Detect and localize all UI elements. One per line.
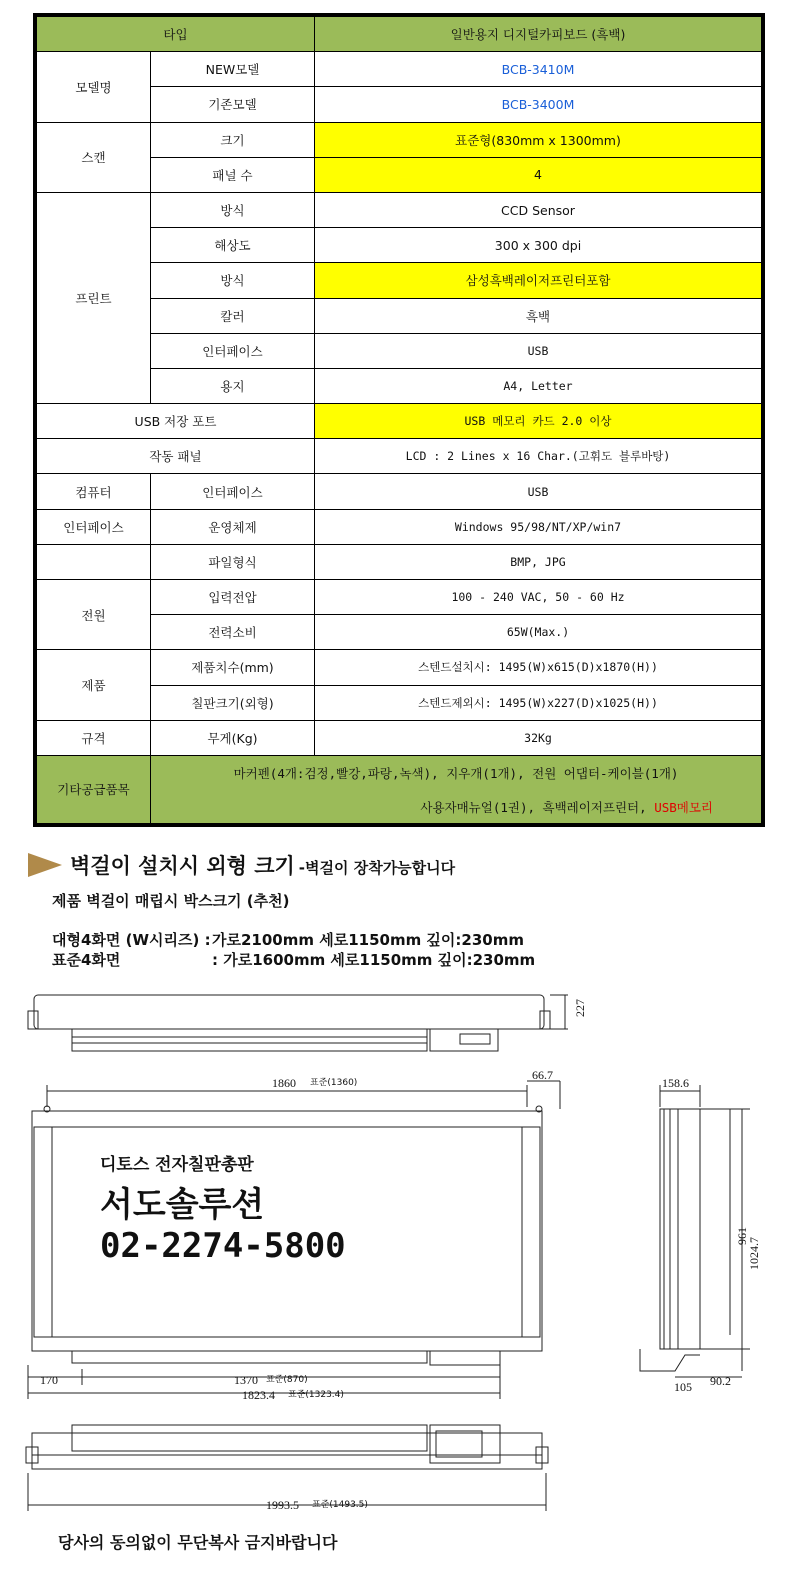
table-row [37,650,762,685]
standard-value: : 가로1600mm 세로1150mm 깊이:230mm [212,951,536,969]
dim-1860-std: 표준(1360) [310,1078,358,1088]
table-row [37,544,762,579]
resolution-label: 해상도 [151,228,315,263]
color-value: 흑백 [315,298,762,333]
misc-value [151,755,762,823]
dim-top-depth: 227 [573,999,587,1017]
misc-row [37,755,762,823]
type-value: 일반용지 디지털카피보드 (흑백) [315,17,762,52]
table-row [37,580,762,615]
large-label: 대형4화면 (W시리즈) : [52,931,211,949]
large-value: 가로2100mm 세로1150mm 깊이:230mm [212,931,524,949]
table-header-row [37,17,762,52]
dim-1993: 1993.5 [266,1498,299,1512]
table-row [37,122,762,157]
top-view-right-cap [540,1011,550,1029]
voltage-label: 입력전압 [151,580,315,615]
type-label: 타입 [37,17,315,52]
dim-170: 170 [40,1373,58,1387]
dim-1860: 1860 [272,1076,296,1090]
misc-label: 기타공급품목 [37,755,151,823]
usb-label: USB 저장 포트 [37,404,315,439]
computer-group-label-2: 인터페이스 [37,509,151,544]
dim-961: 961 [735,1227,749,1245]
product-dim-value: 스텐드설치시: 1495(W)x615(D)x1870(H)) [315,650,762,685]
weight-label: 무게(Kg) [151,720,315,755]
bottom-view-tray [72,1425,427,1451]
dealer-phone: 02-2274-5800 [100,1226,346,1266]
dim-1993-std: 표준(1493.5) [312,1500,368,1510]
method1-value: CCD Sensor [315,192,762,227]
wall-section [28,848,768,882]
old-model-value: BCB-3400M [315,87,762,122]
computer-group-label-1: 컴퓨터 [37,474,151,509]
top-view-panel [430,1029,498,1051]
voltage-value: 100 - 240 VAC, 50 - 60 Hz [315,580,762,615]
top-view-body [34,995,544,1029]
print-iface-label: 인터페이스 [151,333,315,368]
new-model-label: NEW모델 [151,52,315,87]
pc-iface-label: 인터페이스 [151,474,315,509]
consumption-value: 65W(Max.) [315,615,762,650]
os-value: Windows 95/98/NT/XP/win7 [315,509,762,544]
top-view-left-cap [28,1011,38,1029]
table-row [37,720,762,755]
dealer-overlay [100,1150,346,1266]
standard-label: 표준4화면 [52,951,121,969]
misc-line2-prefix: 사용자매뉴얼(1권), 흑백레이저프린터, [420,799,655,815]
large-dim-row [52,929,524,950]
table-row [37,439,762,474]
panel-value: 4 [315,157,762,192]
print-group-label: 프린트 [37,192,151,403]
product-dim-label: 제품치수(mm) [151,650,315,685]
standard-dim-row [52,949,535,970]
table-row [37,474,762,509]
dim-105: 105 [674,1380,692,1394]
usb-memory-highlight: USB메모리 [654,799,713,815]
spec-table [36,16,762,824]
paper-label: 용지 [151,368,315,403]
method2-label: 방식 [151,263,315,298]
product-group-label: 제품 [37,650,151,720]
resolution-value: 300 x 300 dpi [315,228,762,263]
print-iface-value: USB [315,333,762,368]
table-row [37,52,762,87]
paper-value: A4, Letter [315,368,762,403]
model-group-label: 모델명 [37,52,151,122]
size-value: 표준형(830mm x 1300mm) [315,122,762,157]
method1-label: 방식 [151,192,315,227]
wall-heading-sub: -벽걸이 장착가능합니다 [298,858,456,877]
dim-1370: 1370 [234,1373,258,1387]
dim-158: 158.6 [662,1076,689,1090]
size-label: 크기 [151,122,315,157]
file-label: 파일형식 [151,544,315,579]
dim-90: 90.2 [710,1374,731,1388]
usb-value: USB 메모리 카드 2.0 이상 [315,404,762,439]
empty-cell [37,544,151,579]
front-view-tray [72,1351,427,1363]
board-size-label: 칠판크기(외형) [151,685,315,720]
panel-op-value: LCD : 2 Lines x 16 Char.(고휘도 블루바탕) [315,439,762,474]
os-label: 운영체제 [151,509,315,544]
misc-line1: 마커펜(4개:검정,빨강,파랑,녹색), 지우개(1개), 전원 어댑터-케이블(1개) [233,765,679,781]
table-row [37,404,762,439]
front-view-panel [430,1351,500,1365]
spec-table-container [33,13,765,827]
dealer-name: 서도솔루션 [100,1185,265,1225]
top-view-tray [72,1029,427,1051]
file-value: BMP, JPG [315,544,762,579]
new-model-value: BCB-3410M [315,52,762,87]
weight-value: 32Kg [315,720,762,755]
color-label: 칼러 [151,298,315,333]
wall-heading [28,848,768,882]
table-row [37,192,762,227]
arrow-icon [28,853,62,877]
dim-66: 66.7 [532,1068,553,1082]
scan-group-label: 스캔 [37,122,151,192]
panel-label: 패널 수 [151,157,315,192]
side-view-body [660,1109,700,1349]
dim-1823: 1823.4 [242,1388,275,1402]
dim-1823-std: 표준(1323.4) [288,1390,344,1400]
footer-notice: 당사의 동의없이 무단복사 금지바랍니다 [58,1533,338,1552]
dim-1024: 1024.7 [747,1237,761,1270]
wall-heading-main: 벽걸이 설치시 외형 크기 [70,854,295,878]
board-size-value: 스텐드제외시: 1495(W)x227(D)x1025(H)) [315,685,762,720]
misc-line2 [420,798,713,816]
dim-1370-std: 표준(870) [266,1375,308,1385]
dealer-line1: 디토스 전자칠판총판 [100,1155,254,1175]
method2-value: 삼성흑백레이저프린터포함 [315,263,762,298]
spec-group-label: 규격 [37,720,151,755]
consumption-label: 전력소비 [151,615,315,650]
power-group-label: 전원 [37,580,151,650]
box-title: 제품 벽걸이 매립시 박스크기 (추천) [52,892,290,910]
table-row [37,509,762,544]
panel-op-label: 작동 패널 [37,439,315,474]
old-model-label: 기존모델 [151,87,315,122]
pc-iface-value: USB [315,474,762,509]
